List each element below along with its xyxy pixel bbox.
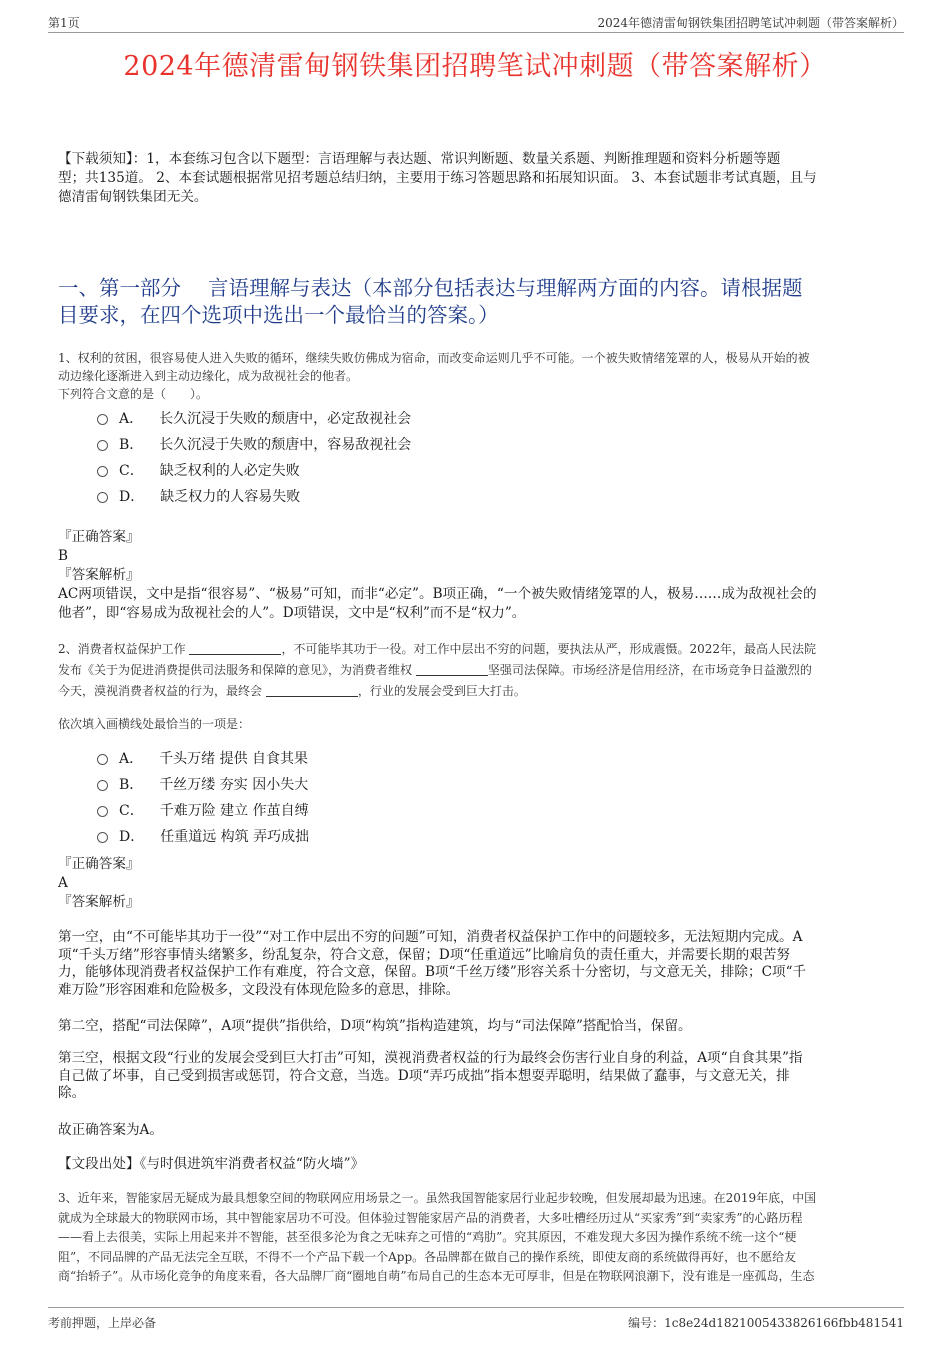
notice-line: 型；共135道。 2、本套试题根据常见招考题总结归纳，主要用于练习答题思路和拓展知识面。 3、本套试题非考试真题，且与 [58, 170, 817, 186]
document-title: 2024年德清雷甸钢铁集团招聘笔试冲刺题（带答案解析） [123, 51, 827, 82]
section-heading [58, 275, 908, 329]
q2-option-c[interactable] [97, 802, 309, 820]
radio-icon[interactable] [97, 806, 108, 817]
q2-option-d[interactable] [97, 828, 309, 846]
radio-icon[interactable] [97, 832, 108, 843]
analysis-line: 项“千头万绪”形容事情头绪繁多，纷乱复杂，符合文意，保留；D项“任重道远”比喻肩负的责任重大，并需要长期的艰苦努 [58, 946, 790, 963]
q2-analysis-paragraph-1 [58, 929, 896, 999]
question-text-line: 1、权利的贫困，很容易使人进入失败的循环，继续失败仿佛成为宿命，而改变命运则几乎不可能。一个被失败情绪笼罩的人，极易从开始的被 [58, 351, 810, 365]
q1-option-a[interactable] [97, 410, 411, 428]
fill-blank [266, 684, 358, 697]
question-text-line: 就成为全球最大的物联网市场，其中智能家居功不可没。但体验过智能家居产品的消费者，大多吐槽经历过从“买家秀”到“卖家秀”的心路历程 [58, 1210, 803, 1225]
analysis-title: 『答案解析』 [58, 894, 140, 910]
notice-line: 德清雷甸钢铁集团无关。 [58, 189, 208, 205]
analysis-line: 力，能够体现消费者权益保护工作有难度，符合文意，保留。B项“千丝万缕”形容关系十分密切，与文意无关，排除；C项“千 [58, 964, 807, 980]
running-header: 2024年德清雷甸钢铁集团招聘笔试冲刺题（带答案解析） [597, 16, 904, 30]
analysis-line: 自己做了坏事，自己受到损害或惩罚，符合文意，当选。D项“弄巧成拙”指本想耍弄聪明，结果做了蠢事，与文意无关，排 [58, 1067, 790, 1084]
section-heading-line: 目要求，在四个选项中选出一个最恰当的答案。） [58, 303, 499, 327]
option-label: D． [119, 829, 145, 845]
option-text: 千难万险 建立 作茧自缚 [159, 803, 309, 819]
footer-divider [48, 1307, 904, 1308]
q1-option-c[interactable] [97, 462, 300, 480]
analysis-line: 第三空，根据文段“行业的发展会受到巨大打击”可知，漠视消费者权益的行为最终会伤害行业自身的利益，A项“自食其果”指 [58, 1050, 803, 1066]
option-label: D． [119, 489, 145, 505]
answer-title: 『正确答案』 [58, 856, 140, 872]
radio-icon[interactable] [97, 754, 108, 765]
question-text-line: 商“抬轿子”。从市场化竞争的角度来看，各大品牌厂商“圈地自萌”布局自己的生态本无可厚非，但是在物联网浪潮下，没有谁是一座孤岛，生态 [58, 1269, 815, 1283]
download-notice [58, 150, 908, 207]
option-text: 千丝万缕 夯实 因小失大 [159, 777, 309, 793]
question-text: 坚强司法保障。市场经济是信用经济，在市场竞争日益激烈的 [487, 663, 812, 677]
option-label: A． [119, 411, 144, 427]
question-prompt: 下列符合文意的是（ ）。 [58, 387, 209, 401]
radio-icon[interactable] [97, 492, 108, 503]
question-text: ，不可能毕其功于一役。对工作中层出不穷的问题，要执法从严，形成震慑。2022年，最高人民法院 [281, 642, 816, 656]
q2-analysis-paragraph-2: 第二空，搭配“司法保障”，A项“提供”指供给，D项“构筑”指构造建筑，均与“司法保障”搭配恰当，保留。 [58, 1018, 692, 1034]
radio-icon[interactable] [97, 780, 108, 791]
analysis-line: 除。 [58, 1085, 86, 1101]
radio-icon[interactable] [97, 466, 108, 477]
analysis-title: 『答案解析』 [58, 567, 140, 583]
q1-answer-block [58, 528, 908, 623]
option-label: A． [119, 751, 144, 767]
answer-value: B [58, 548, 68, 564]
question-text-line: 3、近年来，智能家居无疑成为最具想象空间的物联网应用场景之一。虽然我国智能家居行业起步较晚，但发展却最为迅速。在2019年底，中国 [58, 1191, 817, 1205]
question-1-stem [58, 349, 908, 403]
analysis-line: 难万险”形容困难和危险极多，文段没有体现危险多的意思，排除。 [58, 981, 460, 998]
option-text: 任重道远 构筑 弄巧成拙 [160, 829, 310, 845]
analysis-line: AC两项错误，文中是指“很容易”、“极易”可知，而非“必定”。B项正确，“一个被失败情绪笼罩的人，极易……成为敌视社会的 [58, 586, 817, 602]
fill-blank [189, 642, 281, 655]
option-text: 缺乏权利的人必定失败 [159, 463, 300, 479]
option-label: C． [119, 463, 144, 479]
option-text: 长久沉浸于失败的颓唐中，容易敌视社会 [159, 437, 412, 453]
document-id: 编号：1c8e24d1821005433826166fbb481541 [628, 1316, 904, 1330]
q2-source: 【文段出处】《与时俱进筑牢消费者权益“防火墙”》 [58, 1156, 365, 1172]
question-text: 2、消费者权益保护工作 [58, 642, 190, 656]
page-number: 第1页 [48, 16, 80, 30]
radio-icon[interactable] [97, 414, 108, 425]
header-divider [48, 32, 904, 33]
q2-answer-block [58, 855, 908, 912]
option-label: B． [119, 437, 144, 453]
option-label: C． [119, 803, 144, 819]
fill-blank [416, 663, 488, 676]
question-text: 发布《关于为促进消费提供司法服务和保障的意见》，为消费者维权 [58, 663, 416, 677]
q2-option-a[interactable] [97, 750, 308, 768]
question-2-prompt: 依次填入画横线处最恰当的一项是： [58, 717, 251, 731]
option-text: 长久沉浸于失败的颓唐中，必定敌视社会 [159, 411, 412, 427]
footer-slogan: 考前押题，上岸必备 [48, 1316, 157, 1330]
q2-option-b[interactable] [97, 776, 308, 794]
option-label: B． [119, 777, 144, 793]
question-text: ，行业的发展会受到巨大打击。 [357, 684, 526, 698]
analysis-line: 他者”，即“容易成为敌视社会的人”。D项错误，文中是“权利”而不是“权力”。 [58, 605, 526, 621]
question-3-stem [58, 1189, 908, 1287]
analysis-line: 第一空，由“不可能毕其功于一役”“对工作中层出不穷的问题”可知，消费者权益保护工作中的问题较多，无法短期内完成。A [58, 929, 803, 945]
option-text: 千头万绪 提供 自食其果 [159, 751, 309, 767]
q2-analysis-paragraph-3 [58, 1050, 896, 1103]
option-text: 缺乏权力的人容易失败 [160, 489, 301, 505]
answer-value: A [58, 875, 68, 891]
answer-title: 『正确答案』 [58, 529, 140, 545]
q1-option-d[interactable] [97, 488, 300, 506]
section-heading-line: 一、第一部分 言语理解与表达（本部分包括表达与理解两方面的内容。请根据题 [58, 276, 803, 300]
question-text: 今天，漠视消费者权益的行为，最终会 [58, 684, 266, 698]
q1-option-b[interactable] [97, 436, 411, 454]
question-text-line: 阻”，不同品牌的产品无法完全互联，不得不一个产品下载一个App。各品牌都在做自己的操作系统，即使友商的系统做得再好，也不愿给友 [58, 1249, 797, 1264]
question-2-stem [58, 639, 908, 702]
radio-icon[interactable] [97, 440, 108, 451]
q2-conclusion: 故正确答案为A。 [58, 1122, 163, 1138]
question-text-line: ——看上去很美，实际上用起来并不智能，甚至很多沦为食之无味弃之可惜的“鸡肋”。究其原因，不难发现大多因为操作系统不统一这个“梗 [58, 1230, 797, 1244]
question-text-line: 动边缘化逐渐进入到主动边缘化，成为敌视社会的他者。 [58, 369, 359, 383]
notice-line: 【下载须知】：1，本套练习包含以下题型：言语理解与表达题、常识判断题、数量关系题、判断推理题和资料分析题等题 [58, 151, 781, 167]
